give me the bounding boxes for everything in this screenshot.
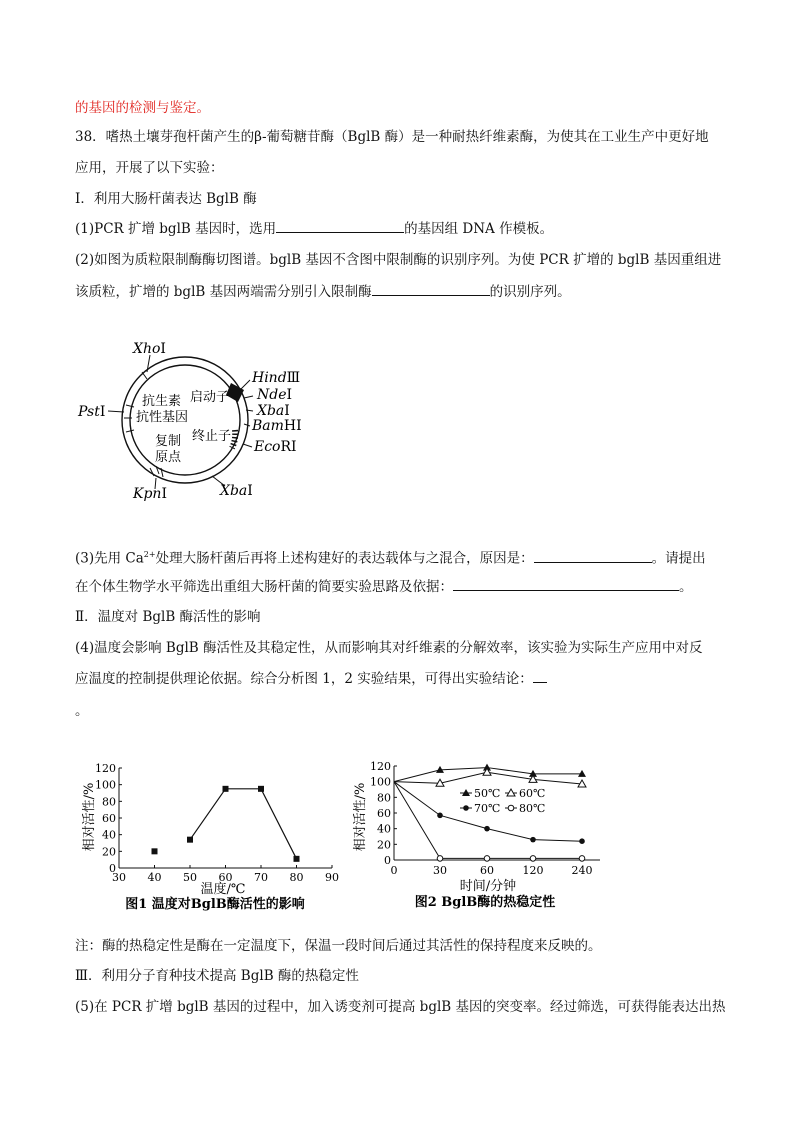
x-tick-label: 90 <box>325 871 339 884</box>
q2-text-a: 该质粒，扩增的 bglB 基因两端需分别引入限制酶 <box>75 284 372 300</box>
chart-2-ylabel: 相对活性/% <box>353 782 368 852</box>
label-ndei: NdeⅠ <box>257 387 293 403</box>
y-tick-label: 60 <box>377 807 391 820</box>
legend-marker <box>463 805 469 811</box>
q3-text-e: 。 <box>679 579 693 595</box>
x-tick-label: 30 <box>433 864 447 877</box>
chart-2 <box>345 755 615 915</box>
label-hindiii: HindⅢ <box>252 370 301 386</box>
y-tick-label: 80 <box>377 791 391 805</box>
data-point <box>152 848 158 854</box>
chart-2-xlabel: 时间/分钟 <box>459 879 517 894</box>
answer-blank-5[interactable] <box>533 670 547 683</box>
label-terminator: 终止子 <box>192 429 232 444</box>
y-tick-label: 40 <box>377 822 391 836</box>
note-line: 注：酶的热稳定性是酶在一定温度下，保温一段时间后通过其活性的保持程度来反映的。 <box>75 938 602 954</box>
label-promoter: 启动子 <box>190 390 230 405</box>
x-tick-label: 80 <box>289 871 304 884</box>
data-point <box>530 837 536 843</box>
y-tick-label: 20 <box>102 845 116 859</box>
data-point <box>484 856 490 862</box>
label-ecori: EcoRⅠ <box>254 439 297 455</box>
question-5-line-1: (5)在 PCR 扩增 bglB 基因的过程中，加入诱变剂可提高 bglB 基因的突变率。经过筛选，可获得能表达出热 <box>75 999 726 1015</box>
legend-label: 70℃ <box>474 802 501 815</box>
x-tick-label: 30 <box>112 871 126 884</box>
q4-text: 应温度的控制提供理论依据。综合分析图 1，2 实验结果，可得出实验结论： <box>75 671 533 687</box>
chart-1-xlabel: 温度/℃ <box>200 882 246 897</box>
x-tick-label: 50 <box>183 871 197 884</box>
data-point <box>223 786 229 792</box>
answer-blank-3[interactable] <box>534 550 652 563</box>
q3-text-d: 在个体生物学水平筛选出重组大肠杆菌的简要实验思路及依据： <box>75 579 453 595</box>
y-tick-label: 100 <box>370 775 391 789</box>
answer-blank-1[interactable] <box>276 220 404 233</box>
x-tick-label: 60 <box>218 871 233 884</box>
y-tick-label: 40 <box>102 828 116 842</box>
data-point <box>258 786 264 792</box>
question-1 <box>75 220 553 238</box>
chart-1 <box>75 755 345 915</box>
y-tick-label: 120 <box>370 760 391 773</box>
answer-blank-4[interactable] <box>453 578 679 591</box>
series-line <box>190 789 297 859</box>
data-point <box>484 826 490 832</box>
label-origin-line2: 原点 <box>155 450 182 465</box>
question-4-line-2 <box>75 670 547 688</box>
question-2-line-2 <box>75 283 571 301</box>
terminator-segment <box>232 430 235 448</box>
legend-label: 60℃ <box>519 787 546 800</box>
y-tick-label: 100 <box>95 778 116 792</box>
chart-2-plot <box>370 760 600 877</box>
label-kpni: KpnⅠ <box>133 486 167 502</box>
q3-superscript: 2+ <box>143 550 156 559</box>
question-38-intro: 38．嗜热土壤芽孢杆菌产生的β-葡萄糖苷酶（BglB 酶）是一种耐热纤维素酶，为使其在工业生产中更好地 <box>75 129 709 145</box>
q1-text-b: 的基因组 DNA 作模板。 <box>404 221 554 237</box>
label-resistance-line1: 抗生素 <box>142 394 182 409</box>
label-resistance-line2: 抗性基因 <box>136 410 189 425</box>
q3-text-a: (3)先用 Ca <box>75 550 144 567</box>
line-3: 应用，开展了以下实验： <box>75 160 224 176</box>
answer-blank-2[interactable] <box>372 283 490 296</box>
x-tick-label: 40 <box>147 871 162 884</box>
data-point <box>187 837 193 843</box>
x-tick-label: 60 <box>480 864 494 877</box>
label-xbai-bottom: XbaⅠ <box>220 483 253 499</box>
data-point <box>579 856 585 862</box>
y-tick-label: 120 <box>95 762 116 775</box>
data-point <box>579 838 585 844</box>
x-tick-label: 240 <box>571 864 593 877</box>
y-tick-label: 20 <box>377 838 391 852</box>
question-2-line-1: (2)如图为质粒限制酶酶切图谱。bglB 基因不含图中限制酶的识别序列。为使 PCR 扩增的 bglB 基因重组进 <box>75 252 722 268</box>
label-origin-line1: 复制 <box>155 434 182 449</box>
q3-text-c: 。请提出 <box>651 550 706 567</box>
section-2-heading: Ⅱ．温度对 BglB 酶活性的影响 <box>75 609 261 625</box>
x-tick-label: 70 <box>254 871 268 884</box>
y-tick-label: 80 <box>102 795 116 809</box>
y-tick-label: 0 <box>384 854 391 867</box>
section-1-heading: I．利用大肠杆菌表达 BglB 酶 <box>75 191 257 207</box>
plasmid-map <box>70 330 340 510</box>
label-psti: PstⅠ <box>78 404 106 420</box>
y-tick-label: 60 <box>102 812 116 825</box>
label-xbai-top: XbaⅠ <box>257 403 290 419</box>
chart-1-plot <box>95 762 339 884</box>
label-xhoi: XhoⅠ <box>133 341 166 357</box>
data-point <box>530 856 536 862</box>
q3-text-b: 处理大肠杆菌后再将上述构建好的表达载体与之混合，原因是： <box>155 550 534 567</box>
question-4-line-1: (4)温度会影响 BglB 酶活性及其稳定性，从而影响其对纤维素的分解效率，该实验为实际生产应用中对反 <box>75 640 703 656</box>
legend-label: 50℃ <box>474 787 501 800</box>
x-tick-label: 120 <box>522 864 544 877</box>
data-point <box>437 856 443 862</box>
chart-1-ylabel: 相对活性/% <box>82 782 97 852</box>
label-bamhi: BamHⅠ <box>252 418 302 434</box>
question-3-line-2 <box>75 578 693 596</box>
data-point <box>437 813 443 819</box>
chart-2-title: 图2 BglB酶的热稳定性 <box>414 895 556 910</box>
x-tick-label: 0 <box>390 864 398 877</box>
data-point <box>294 856 300 862</box>
chart-1-title: 图1 温度对BglB酶活性的影响 <box>125 897 305 912</box>
legend-label: 80℃ <box>519 802 546 815</box>
q1-text-a: (1)PCR 扩增 bglB 基因时，选用 <box>75 221 277 237</box>
y-tick-label: 0 <box>109 862 116 875</box>
line-13: 。 <box>75 703 89 719</box>
question-3-line-1 <box>75 546 706 568</box>
line-1: 的基因的检测与鉴定。 <box>75 100 210 116</box>
legend-marker <box>508 805 514 811</box>
section-3-heading: Ⅲ．利用分子育种技术提高 BglB 酶的热稳定性 <box>75 968 359 984</box>
q2-text-b: 的识别序列。 <box>489 284 571 300</box>
